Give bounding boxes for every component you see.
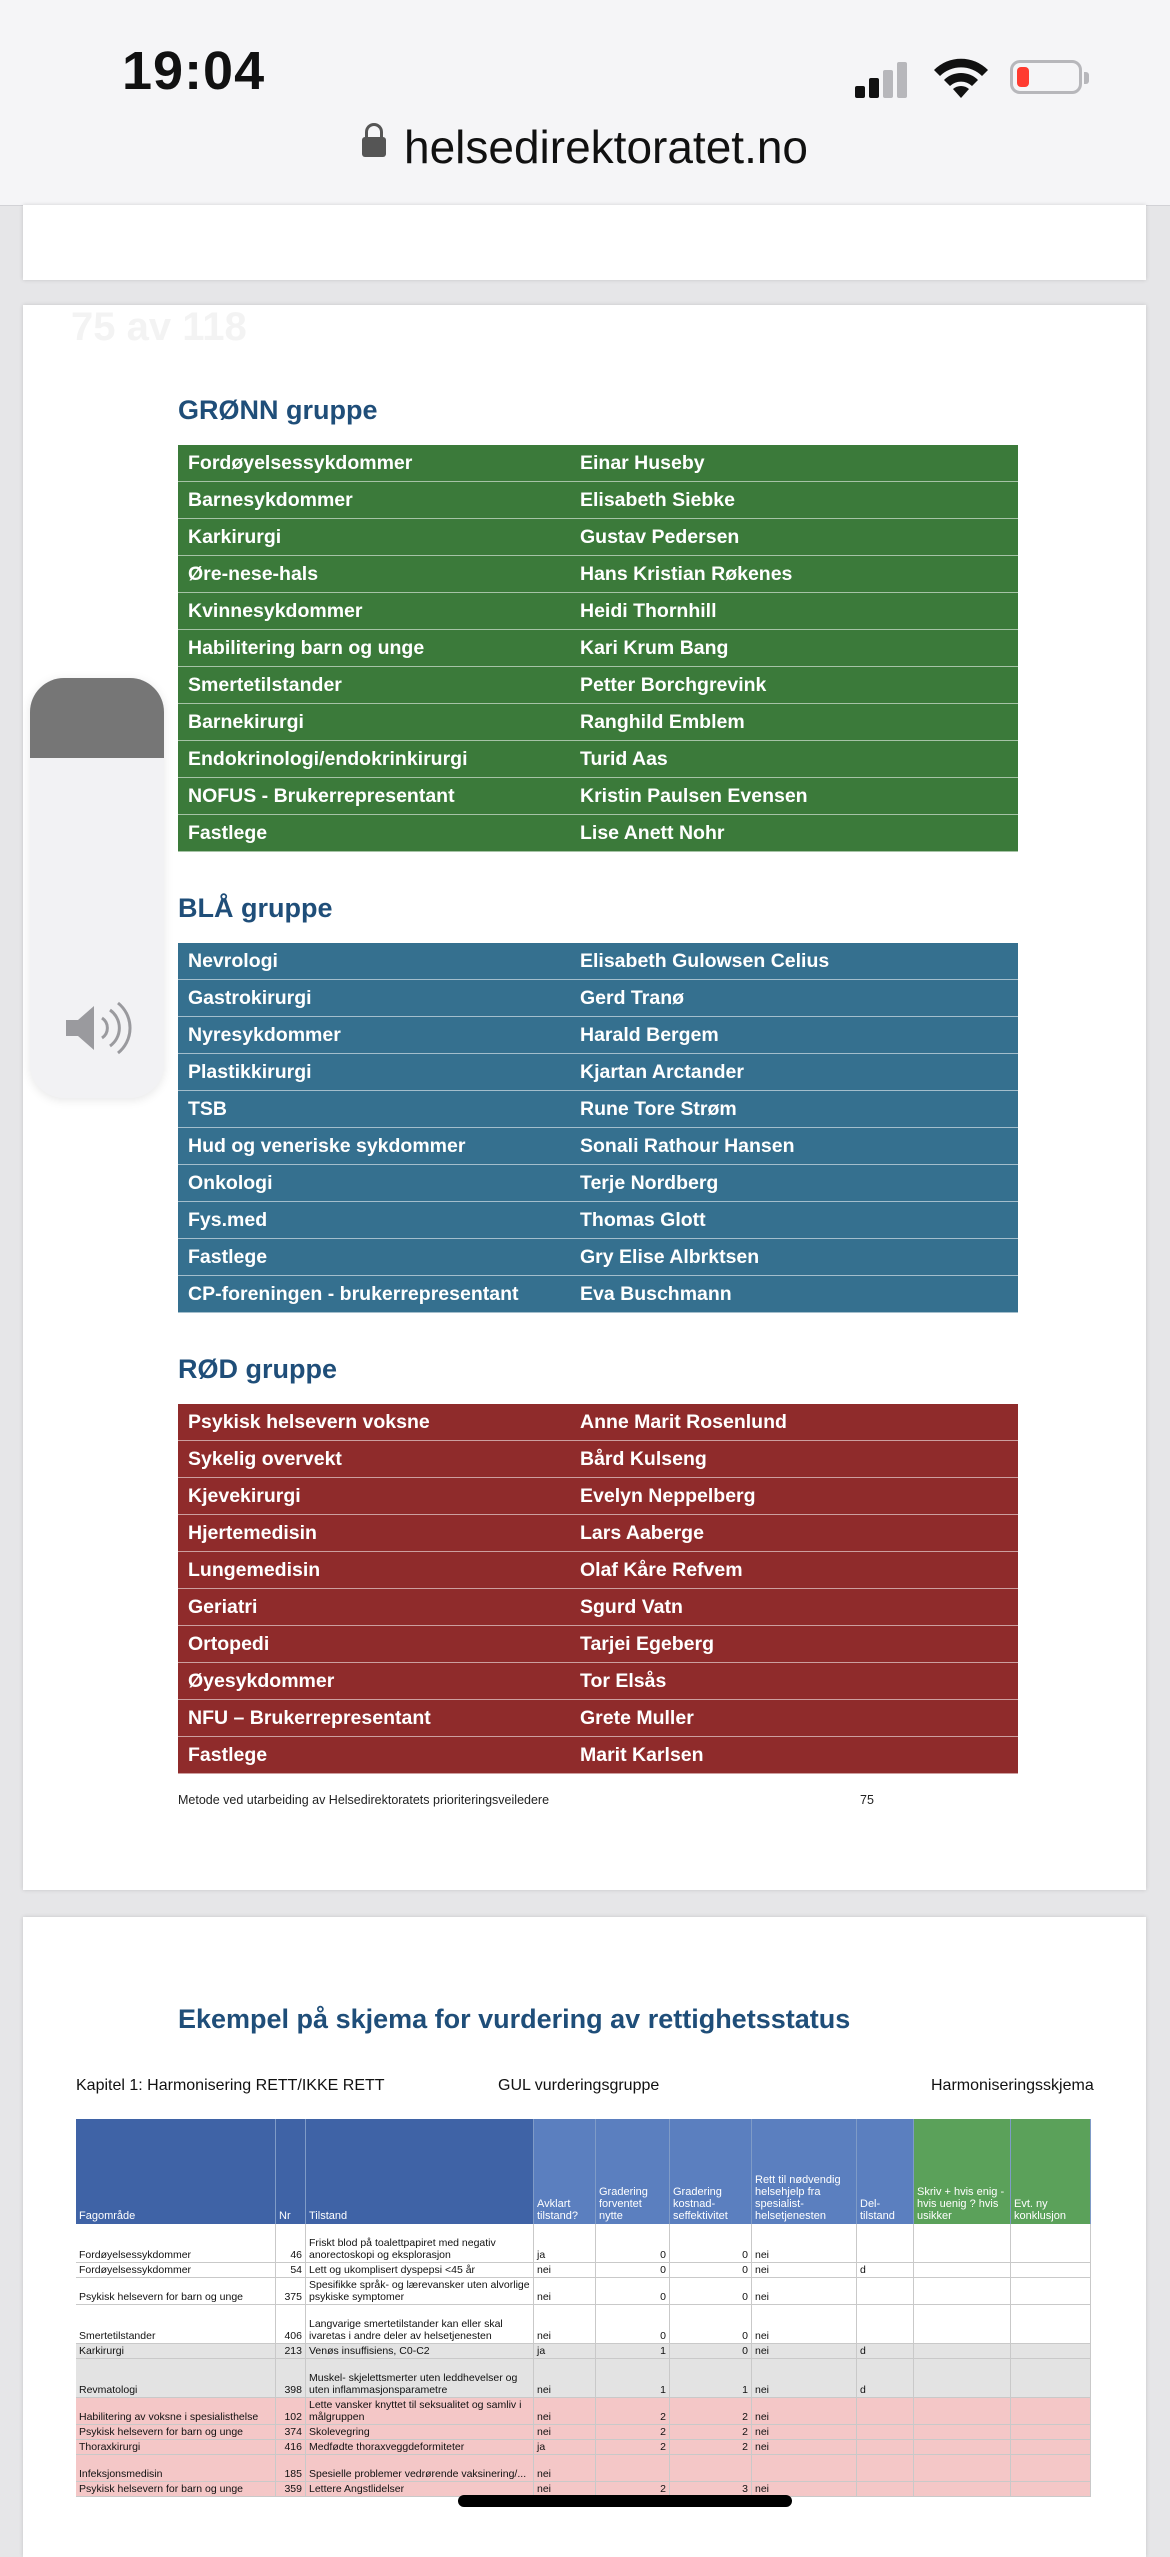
sheet-row [76, 2398, 1091, 2425]
cellular-signal-icon [855, 58, 915, 98]
sheet-cell [1011, 2482, 1091, 2496]
sheet-chapter-label: Kapitel 1: Harmonisering RETT/IKKE RETT [76, 2077, 385, 2094]
specialty-cell: Hjertemedisin [188, 1521, 317, 1544]
sheet-cell [914, 2278, 1011, 2304]
sheet-cell [914, 2359, 1011, 2397]
sheet-cell: 185 [276, 2455, 306, 2481]
member-name-cell: Hans Kristian Røkenes [580, 562, 793, 585]
specialty-cell: Onkologi [188, 1171, 273, 1194]
sheet-cell: nei [752, 2482, 857, 2496]
sheet-cell: 359 [276, 2482, 306, 2496]
sheet-cell [914, 2263, 1011, 2277]
group-title-red: RØD gruppe [178, 1354, 337, 1384]
sheet-row [76, 2359, 1091, 2398]
member-name-cell: Elisabeth Siebke [580, 488, 735, 511]
sheet-cell [857, 2305, 914, 2343]
sheet-cell: 2 [596, 2425, 670, 2439]
faded-page-indicator: 75 av 118 [71, 305, 247, 349]
sheet-cell [914, 2224, 1011, 2262]
member-name-cell: Ranghild Emblem [580, 710, 745, 733]
sheet-cell [1011, 2263, 1091, 2277]
col-header: Evt. ny konklusjon [1011, 2119, 1091, 2224]
specialty-cell: Karkirurgi [188, 525, 282, 548]
table-row [178, 1478, 1018, 1515]
table-blue-group [178, 943, 1018, 1313]
specialty-cell: Habilitering barn og unge [188, 636, 425, 659]
specialty-cell: Ortopedi [188, 1632, 270, 1655]
sheet-row [76, 2440, 1091, 2455]
table-row [178, 519, 1018, 556]
sheet-cell: 1 [670, 2359, 752, 2397]
sheet-cell: Fordøyelsessykdommer [76, 2263, 276, 2277]
sheet-cell [914, 2305, 1011, 2343]
sheet-cell [857, 2425, 914, 2439]
sheet-cell: nei [534, 2482, 596, 2496]
specialty-cell: Kjevekirurgi [188, 1484, 301, 1507]
sheet-cell: 102 [276, 2398, 306, 2424]
sheet-cell: Lett og ukomplisert dyspepsi <45 år [306, 2263, 534, 2277]
table-red-group [178, 1404, 1018, 1774]
sheet-cell [1011, 2305, 1091, 2343]
pdf-page-75 [23, 305, 1146, 1890]
sheet-cell: Lettere Angstlidelser [306, 2482, 534, 2496]
table-row [178, 593, 1018, 630]
member-name-cell: Evelyn Neppelberg [580, 1484, 756, 1507]
specialty-cell: TSB [188, 1097, 227, 1120]
sheet-cell: nei [534, 2398, 596, 2424]
sheet-row [76, 2344, 1091, 2359]
specialty-cell: Øyesykdommer [188, 1669, 335, 1692]
sheet-cell: 2 [596, 2482, 670, 2496]
table-row [178, 1239, 1018, 1276]
table-row [178, 1700, 1018, 1737]
col-header: Fagområde [76, 2119, 276, 2224]
sheet-cell [857, 2278, 914, 2304]
page-footer-text: Metode ved utarbeiding av Helsedirektoratets prioriteringsveiledere [178, 1793, 550, 1807]
sheet-cell [857, 2398, 914, 2424]
table-row [178, 1165, 1018, 1202]
sheet-cell: nei [752, 2359, 857, 2397]
sheet-cell: 0 [596, 2224, 670, 2262]
sheet-cell: nei [534, 2263, 596, 2277]
specialty-cell: Fastlege [188, 1743, 268, 1766]
sheet-cell: Smertetilstander [76, 2305, 276, 2343]
wifi-icon [932, 54, 990, 100]
table-row [178, 1552, 1018, 1589]
member-name-cell: Lars Aaberge [580, 1521, 704, 1544]
sheet-cell [1011, 2278, 1091, 2304]
member-name-cell: Marit Karlsen [580, 1743, 704, 1766]
col-header: Tilstand [306, 2119, 534, 2224]
member-name-cell: Harald Bergem [580, 1023, 719, 1046]
table-row [178, 1626, 1018, 1663]
sheet-cell: 2 [670, 2425, 752, 2439]
table-row [178, 1091, 1018, 1128]
sheet-cell: nei [752, 2224, 857, 2262]
sheet-cell: Friskt blod på toalettpapiret med negativ anorectoskopi og eksplorasjon [306, 2224, 534, 2262]
specialty-cell: Barnesykdommer [188, 488, 353, 511]
sheet-cell: nei [752, 2440, 857, 2454]
sheet-cell: d [857, 2263, 914, 2277]
sheet-cell: 1 [596, 2359, 670, 2397]
table-row [178, 1515, 1018, 1552]
sheet-header-row [76, 2119, 1091, 2224]
specialty-cell: Lungemedisin [188, 1558, 321, 1581]
example-title: Ekempel på skjema for vurdering av rettighetsstatus [178, 2004, 851, 2034]
member-name-cell: Kristin Paulsen Evensen [580, 784, 808, 807]
sheet-row [76, 2425, 1091, 2440]
sheet-cell: Habilitering av voksne i spesialisthelse [76, 2398, 276, 2424]
specialty-cell: Nyresykdommer [188, 1023, 341, 1046]
sheet-cell: 0 [670, 2263, 752, 2277]
sheet-cell [914, 2344, 1011, 2358]
sheet-cell: 46 [276, 2224, 306, 2262]
sheet-cell: Medfødte thoraxveggdeformiteter [306, 2440, 534, 2454]
specialty-cell: Fastlege [188, 821, 268, 844]
member-name-cell: Heidi Thornhill [580, 599, 717, 622]
specialty-cell: Fordøyelsessykdommer [188, 451, 413, 474]
sheet-cell: Spesifikke språk- og lærevansker uten alvorlige psykiske symptomer [306, 2278, 534, 2304]
sheet-cell: 1 [596, 2344, 670, 2358]
volume-level-fill [30, 678, 164, 758]
sheet-cell [1011, 2398, 1091, 2424]
specialty-cell: Plastikkirurgi [188, 1060, 312, 1083]
specialty-cell: Endokrinologi/endokrinkirurgi [188, 747, 468, 770]
col-header: Skriv + hvis enig - hvis uenig ? hvis usikker [914, 2119, 1011, 2224]
member-name-cell: Turid Aas [580, 747, 668, 770]
table-row [178, 943, 1018, 980]
specialty-cell: CP-foreningen - brukerrepresentant [188, 1282, 519, 1305]
sheet-cell: 375 [276, 2278, 306, 2304]
sheet-cell [914, 2440, 1011, 2454]
table-row [178, 1054, 1018, 1091]
sheet-cell: Infeksjonsmedisin [76, 2455, 276, 2481]
sheet-cell: 406 [276, 2305, 306, 2343]
member-name-cell: Kari Krum Bang [580, 636, 729, 659]
status-time: 19:04 [122, 41, 266, 101]
address-bar[interactable] [0, 120, 1170, 174]
sheet-cell: 398 [276, 2359, 306, 2397]
table-row [178, 630, 1018, 667]
sheet-cell: 2 [596, 2440, 670, 2454]
sheet-cell: 0 [596, 2263, 670, 2277]
sheet-cell: Revmatologi [76, 2359, 276, 2397]
member-name-cell: Lise Anett Nohr [580, 821, 725, 844]
specialty-cell: Nevrologi [188, 949, 278, 972]
member-name-cell: Eva Buschmann [580, 1282, 732, 1305]
col-header: Gradering kostnad-seffektivitet [670, 2119, 752, 2224]
member-name-cell: Petter Borchgrevink [580, 673, 767, 696]
sheet-row [76, 2455, 1091, 2482]
specialty-cell: Kvinnesykdommer [188, 599, 363, 622]
member-name-cell: Rune Tore Strøm [580, 1097, 737, 1120]
sheet-cell: d [857, 2359, 914, 2397]
table-row [178, 1441, 1018, 1478]
table-row [178, 778, 1018, 815]
sheet-cell: Langvarige smertetilstander kan eller skal ivaretas i andre deler av helsetjenesten [306, 2305, 534, 2343]
sheet-cell: 374 [276, 2425, 306, 2439]
table-row [178, 1589, 1018, 1626]
sheet-cell: 0 [670, 2224, 752, 2262]
sheet-cell: ja [534, 2344, 596, 2358]
specialty-cell: Gastrokirurgi [188, 986, 312, 1009]
sheet-cell: Psykisk helsevern for barn og unge [76, 2425, 276, 2439]
member-name-cell: Gustav Pedersen [580, 525, 740, 548]
sheet-cell: 0 [670, 2278, 752, 2304]
sheet-cell [752, 2455, 857, 2481]
member-name-cell: Terje Nordberg [580, 1171, 719, 1194]
volume-indicator[interactable] [30, 678, 164, 1098]
table-row [178, 1276, 1018, 1313]
sheet-cell: Skolevegring [306, 2425, 534, 2439]
sheet-cell [1011, 2344, 1091, 2358]
sheet-cell [1011, 2455, 1091, 2481]
sheet-cell: d [857, 2344, 914, 2358]
table-row [178, 1737, 1018, 1774]
sheet-cell [1011, 2440, 1091, 2454]
col-header: Rett til nødvendig helsehjelp fra spesialist-helsetjenesten [752, 2119, 857, 2224]
table-row [178, 667, 1018, 704]
sheet-rows [76, 2224, 1091, 2497]
specialty-cell: Øre-nese-hals [188, 562, 319, 585]
sheet-cell [914, 2398, 1011, 2424]
sheet-cell: 54 [276, 2263, 306, 2277]
member-name-cell: Thomas Glott [580, 1208, 706, 1231]
sheet-cell: nei [534, 2305, 596, 2343]
sheet-cell: 2 [670, 2398, 752, 2424]
sheet-cell [1011, 2359, 1091, 2397]
sheet-cell [857, 2482, 914, 2496]
table-row [178, 1202, 1018, 1239]
sheet-cell: Muskel- skjelettsmerter uten leddhevelser og uten inflammasjonsparametre [306, 2359, 534, 2397]
battery-low-icon [1010, 60, 1082, 94]
specialty-cell: NFU – Brukerrepresentant [188, 1706, 431, 1729]
group-title-blue: BLÅ gruppe [178, 893, 333, 923]
sheet-cell: Karkirurgi [76, 2344, 276, 2358]
specialty-cell: Smertetilstander [188, 673, 342, 696]
sheet-cell: 3 [670, 2482, 752, 2496]
sheet-row [76, 2263, 1091, 2278]
table-row [178, 741, 1018, 778]
member-name-cell: Anne Marit Rosenlund [580, 1410, 787, 1433]
member-name-cell: Elisabeth Gulowsen Celius [580, 949, 830, 972]
browser-top-bar [0, 0, 1170, 206]
sheet-cell [914, 2482, 1011, 2496]
url-text: helsedirektoratet.no [403, 121, 809, 173]
member-name-cell: Bård Kulseng [580, 1447, 707, 1470]
specialty-cell: Psykisk helsevern voksne [188, 1410, 430, 1433]
table-green-group [178, 445, 1018, 852]
sheet-row [76, 2224, 1091, 2263]
member-name-cell: Kjartan Arctander [580, 1060, 744, 1083]
sheet-cell [1011, 2425, 1091, 2439]
sheet-cell: nei [752, 2305, 857, 2343]
member-name-cell: Tarjei Egeberg [580, 1632, 715, 1655]
sheet-cell: 416 [276, 2440, 306, 2454]
table-row [178, 445, 1018, 482]
page-number: 75 [860, 1793, 874, 1807]
col-header: Nr [276, 2119, 306, 2224]
col-header: Del-tilstand [857, 2119, 914, 2224]
specialty-cell: NOFUS - Brukerrepresentant [188, 784, 455, 807]
col-header: Gradering forventet nytte [596, 2119, 670, 2224]
sheet-group-label: GUL vurderingsgruppe [498, 2077, 660, 2094]
specialty-cell: Geriatri [188, 1595, 258, 1618]
sheet-cell: nei [534, 2425, 596, 2439]
speaker-icon [62, 1000, 136, 1056]
member-name-cell: Grete Muller [580, 1706, 694, 1729]
sheet-cell: 2 [670, 2440, 752, 2454]
specialty-cell: Fastlege [188, 1245, 268, 1268]
sheet-cell [857, 2455, 914, 2481]
table-row [178, 482, 1018, 519]
table-row [178, 704, 1018, 741]
table-row [178, 1017, 1018, 1054]
sheet-cell: 0 [596, 2278, 670, 2304]
lock-icon [362, 137, 386, 157]
sheet-cell: 2 [596, 2398, 670, 2424]
member-name-cell: Sgurd Vatn [580, 1595, 683, 1618]
sheet-cell: 213 [276, 2344, 306, 2358]
home-indicator[interactable] [458, 2495, 792, 2507]
pdf-page-76 [23, 1917, 1146, 2557]
sheet-cell: nei [534, 2278, 596, 2304]
sheet-cell: 0 [596, 2305, 670, 2343]
sheet-cell: nei [752, 2425, 857, 2439]
member-name-cell: Einar Huseby [580, 451, 705, 474]
sheet-cell: nei [752, 2263, 857, 2277]
sheet-cell: Venøs insuffisiens, C0-C2 [306, 2344, 534, 2358]
sheet-cell: Lette vansker knyttet til seksualitet og samliv i målgruppen [306, 2398, 534, 2424]
sheet-row [76, 2278, 1091, 2305]
sheet-cell: nei [534, 2359, 596, 2397]
col-header: Avklart tilstand? [534, 2119, 596, 2224]
pdf-page-previous [23, 205, 1146, 280]
sheet-cell: nei [752, 2344, 857, 2358]
member-name-cell: Sonali Rathour Hansen [580, 1134, 795, 1157]
sheet-cell: nei [752, 2398, 857, 2424]
sheet-cell: Thoraxkirurgi [76, 2440, 276, 2454]
sheet-cell [596, 2455, 670, 2481]
member-name-cell: Gry Elise Albrktsen [580, 1245, 760, 1268]
sheet-cell: 0 [670, 2305, 752, 2343]
member-name-cell: Gerd Tranø [580, 986, 685, 1009]
specialty-cell: Sykelig overvekt [188, 1447, 342, 1470]
table-row [178, 1404, 1018, 1441]
sheet-cell [857, 2440, 914, 2454]
sheet-cell: Spesielle problemer vedrørende vaksinering/... [306, 2455, 534, 2481]
sheet-cell [914, 2425, 1011, 2439]
sheet-cell: 0 [670, 2344, 752, 2358]
table-row [178, 1128, 1018, 1165]
sheet-row [76, 2305, 1091, 2344]
specialty-cell: Barnekirurgi [188, 710, 304, 733]
table-row [178, 980, 1018, 1017]
sheet-cell: nei [534, 2455, 596, 2481]
sheet-cell [670, 2455, 752, 2481]
sheet-type-label: Harmoniseringsskjema [931, 2077, 1094, 2094]
specialty-cell: Fys.med [188, 1208, 268, 1231]
table-row [178, 556, 1018, 593]
harmonization-sheet [76, 2119, 1091, 2497]
table-row [178, 815, 1018, 852]
sheet-cell [914, 2455, 1011, 2481]
sheet-cell: Psykisk helsevern for barn og unge [76, 2482, 276, 2496]
member-name-cell: Olaf Kåre Refvem [580, 1558, 743, 1581]
group-title-green: GRØNN gruppe [178, 395, 378, 425]
specialty-cell: Hud og veneriske sykdommer [188, 1134, 466, 1157]
sheet-cell: Psykisk helsevern for barn og unge [76, 2278, 276, 2304]
sheet-cell [1011, 2224, 1091, 2262]
sheet-cell: nei [752, 2278, 857, 2304]
sheet-cell: ja [534, 2440, 596, 2454]
sheet-cell [857, 2224, 914, 2262]
sheet-cell: ja [534, 2224, 596, 2262]
sheet-cell: Fordøyelsessykdommer [76, 2224, 276, 2262]
table-row [178, 1663, 1018, 1700]
member-name-cell: Tor Elsås [580, 1669, 667, 1692]
